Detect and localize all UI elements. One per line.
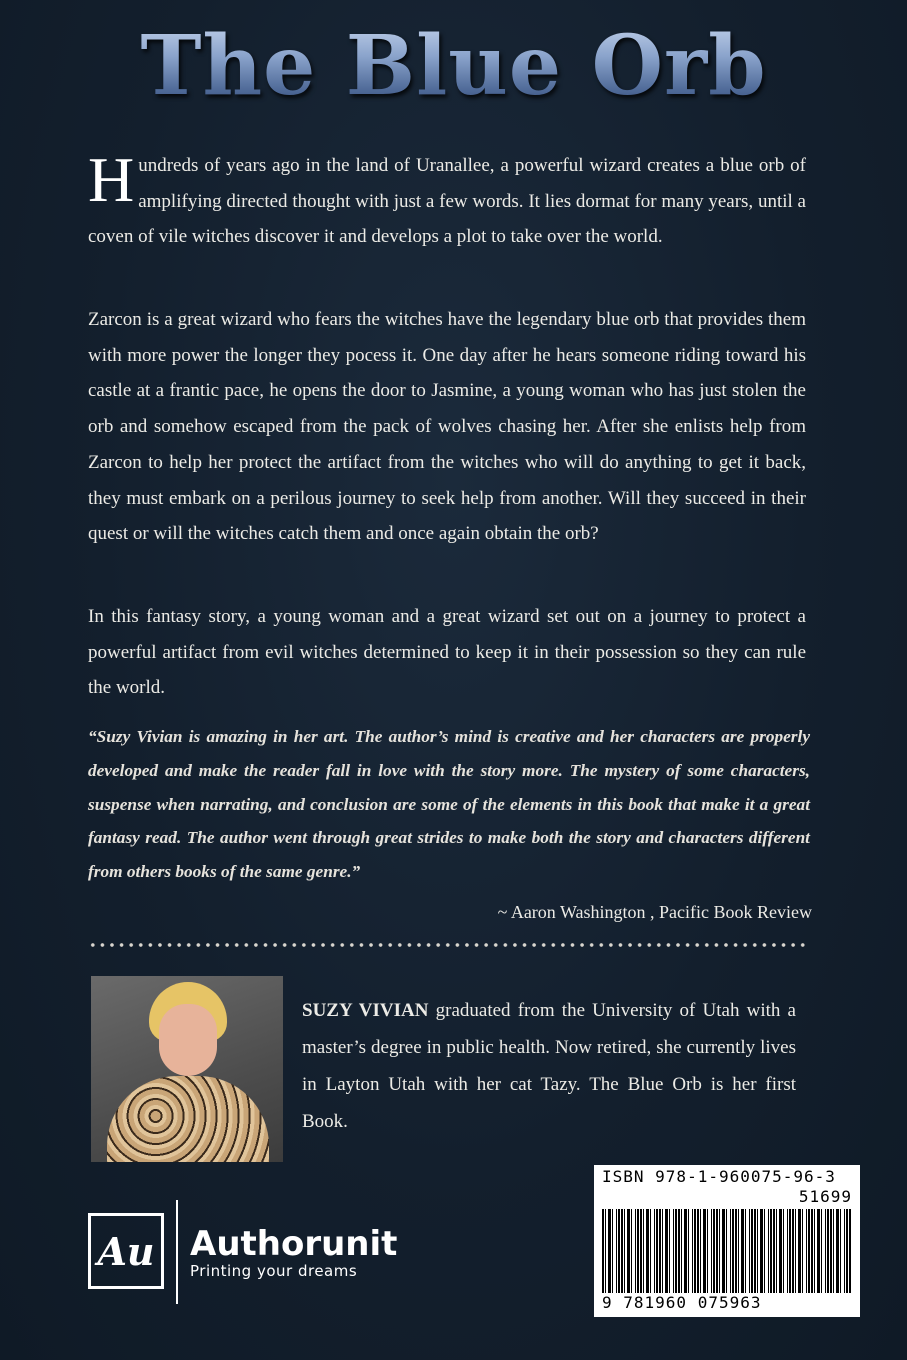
author-name: SUZY VIVIAN: [302, 1000, 429, 1021]
author-bio: [302, 992, 796, 1140]
publisher-tagline: Printing your dreams: [190, 1262, 358, 1280]
publisher-logo: [88, 1213, 164, 1289]
review-quote: “Suzy Vivian is amazing in her art. The author’s mind is creative and her characters are properly developed and make the reader fall in love with the story more. The mystery of some characters, suspense when narrating, and conclusion are some of the elements in this book that make it a great fantasy read. The author went through great strides to make both the story and characters different from others books of the same genre.”: [88, 727, 810, 882]
author-photo: [91, 976, 283, 1162]
blurb-paragraph-1: Hundreds of years ago in the land of Uranallee, a powerful wizard creates a blue orb of amplifying directed thought with just a few words. It lies dormat for many years, until a coven of vile witches discover it and develops a plot to take over the world.: [88, 144, 806, 248]
isbn-label: ISBN 978-1-960075-96-3: [602, 1167, 836, 1186]
blurb-paragraph-2: Zarcon is a great wizard who fears the witches have the legendary blue orb that provides them with more power the longer they pocess it. One day after he hears someone riding toward his castle at a frantic pace, he opens the door to Jasmine, a young woman who has just stolen the orb and somehow escaped from the pack of wolves chasing her. After she enlists help from Zarcon to help her protect the artifact from the witches who will do anything to get it back, they must embark on a perilous journey to seek help from another. Will they succeed in their quest or will the witches catch them and once again obtain the orb?: [88, 309, 806, 545]
review-attribution: ~ Aaron Washington , Pacific Book Review: [497, 902, 812, 922]
isbn-barcode: [594, 1165, 860, 1317]
publisher-logo-mark: Au: [97, 1228, 155, 1274]
barcode-price-code: 51699: [798, 1187, 852, 1206]
barcode-bars: [602, 1209, 852, 1293]
author-bio-text: graduated from the University of Utah with a master’s degree in public health. Now retired, she currently lives in Layton Utah with her cat Tazy. The Blue Orb is her first Book.: [302, 1000, 796, 1132]
dotted-divider: [88, 942, 810, 948]
blurb-paragraph-3: In this fantasy story, a young woman and a great wizard set out on a journey to protect a powerful artifact from evil witches determined to keep it in their possession so they can rule the world.: [88, 606, 806, 699]
publisher-logo-divider: [176, 1200, 178, 1304]
publisher-name: Authorunit: [190, 1224, 398, 1264]
book-title: The Blue Orb: [0, 18, 907, 114]
barcode-number: 9 781960 075963: [602, 1293, 762, 1312]
